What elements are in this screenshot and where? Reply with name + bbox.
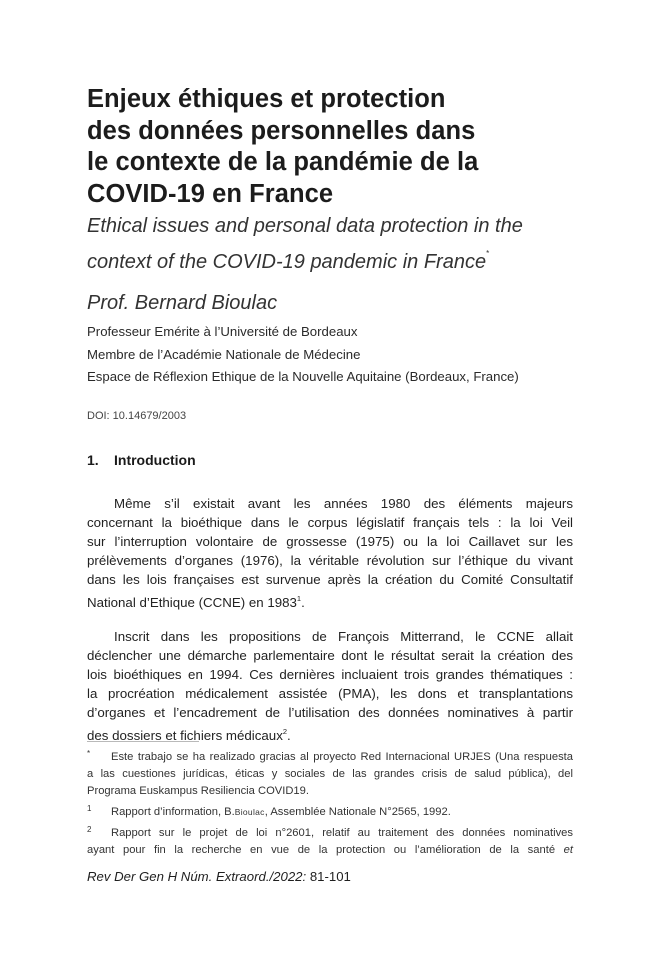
footnote-mark: 2 [87, 825, 92, 834]
section-title: Introduction [114, 452, 196, 468]
text-line: sur l’interruption volontaire de grossesse (1975) ou la loi Caillavet sur les [87, 534, 573, 549]
text-line: Même s’il existait avant les années 1980 des éléments majeurs [114, 496, 573, 511]
paragraph-2 [87, 627, 573, 745]
affiliation: Professeur Emérite à l’Université de Bordeaux [87, 324, 358, 339]
author-affiliations [87, 321, 573, 389]
article-title-line: Enjeux éthiques et protection [87, 85, 446, 113]
text-line: lois bioéthiques en 1994. Ces dernières incluaient trois grandes thématiques : [87, 667, 573, 682]
text-line-content: des dossiers et fichiers médicaux [87, 728, 283, 743]
footnote-mark: * [87, 749, 91, 758]
sentence-end: . [287, 728, 291, 743]
article-title-line: le contexte de la pandémie de la [87, 148, 479, 176]
text-line: dans les lois françaises est survenue après la création du Comité Consultatif [87, 572, 573, 587]
paragraph-1 [87, 494, 573, 612]
footnote-text-line [87, 842, 573, 859]
page-range: 81-101 [309, 869, 351, 884]
footnote-ref-star[interactable]: * [486, 249, 490, 258]
article-title [87, 84, 573, 210]
text-line: déclencher une démarche parlementaire dont le résultat serait la création des [87, 648, 573, 663]
text-line: concernant la bioéthique dans le corpus législatif français tels : la loi Veil [87, 515, 573, 530]
article-subtitle-line: Ethical issues and personal data protection in the [87, 215, 523, 237]
article-title-line: COVID-19 en France [87, 179, 334, 208]
footnote-text: Programa Euskampus Resiliencia COVID19. [87, 785, 309, 797]
footnote-ref-1[interactable]: 1 [296, 594, 302, 603]
footnote-text: Este trabajo se ha realizado gracias al proyecto Red Internacional URJES (Una respuesta [111, 751, 573, 763]
footnote-ref-2[interactable]: 2 [282, 727, 288, 736]
sentence-end: . [301, 595, 305, 610]
footnote-star [87, 745, 573, 766]
article-subtitle [87, 213, 573, 276]
footnote-text: , Assemblée Nationale N°2565, 1992. [264, 806, 451, 818]
footnote-separator [87, 741, 199, 742]
affiliation: Espace de Réflexion Ethique de la Nouvelle Aquitaine (Bordeaux, France) [87, 369, 519, 384]
article-subtitle-text: context of the COVID-19 pandemic in France [87, 251, 487, 273]
doi[interactable]: DOI: 10.14679/2003 [87, 410, 187, 422]
article-subtitle-line [87, 240, 573, 276]
footnote-text: Rapport sur le projet de loi n°2601, relatif au traitement des données nominatives [111, 827, 573, 839]
article-title-line: des données personnelles dans [87, 116, 476, 145]
footnote-2 [87, 821, 573, 842]
text-line-content: National d’Ethique (CCNE) en 1983 [87, 595, 297, 610]
footnote-1 [87, 800, 573, 821]
footnotes [87, 745, 573, 859]
footnote-text: Rapport d’information, B. [111, 806, 235, 818]
footnote-mark: 1 [87, 804, 92, 813]
footnote-author-smallcaps: Bioulac [234, 807, 265, 817]
text-line: prélèvements d’organes (1976), la véritable révolution sur l’éthique du vivant [87, 553, 573, 568]
affiliation: Membre de l’Académie Nationale de Médecine [87, 346, 361, 362]
text-line: la procréation médicalement assistée (PMA), les dons et transplantations [87, 686, 573, 701]
text-line: Inscrit dans les propositions de François Mitterrand, le CCNE allait [114, 629, 573, 644]
footnote-text: a las cuestiones jurídicas, éticas y sociales de las grandes crisis de salud pública), del [87, 768, 573, 780]
journal-citation: Rev Der Gen H Núm. Extraord./2022: [87, 869, 307, 884]
running-footer [87, 869, 573, 884]
text-line [87, 589, 573, 612]
author-name: Prof. Bernard Bioulac [87, 292, 278, 314]
footnote-italic-word: et [563, 844, 574, 856]
text-line: d’organes et l’encadrement de l’utilisation des données nominatives à partir [87, 705, 573, 720]
footnote-text: ayant pour fin la recherche en vue de la protection ou l’amélioration de la santé [87, 844, 556, 856]
section-heading [87, 452, 573, 468]
section-number: 1. [87, 452, 99, 468]
